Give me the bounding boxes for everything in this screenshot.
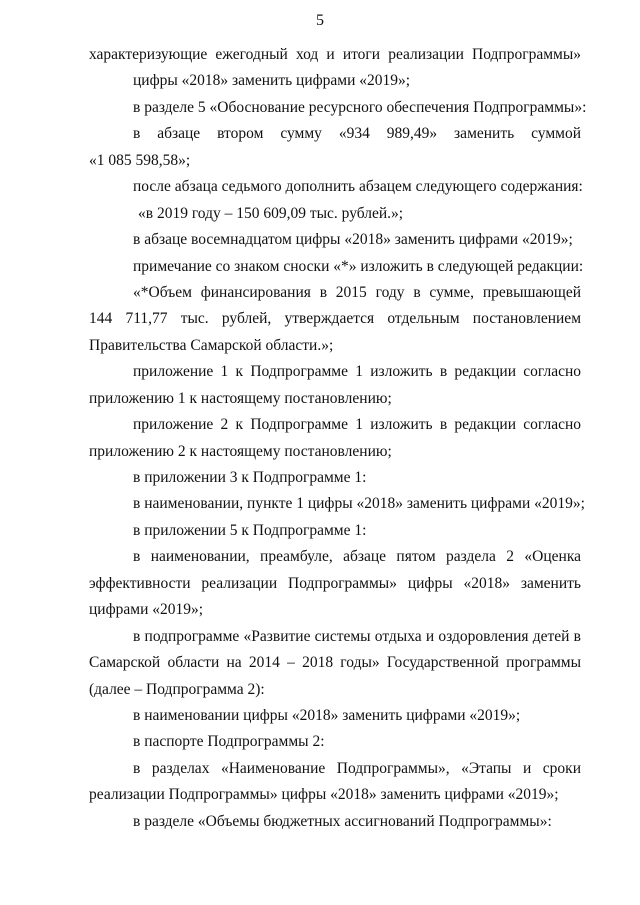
document-body <box>89 45 587 838</box>
text-line: после абзаца седьмого дополнить абзацем следующего содержания: <box>133 178 583 196</box>
page-number: 5 <box>316 12 324 29</box>
text-line: Правительства Самарской области.»; <box>89 336 334 354</box>
text-line: (далее – Подпрограмма 2): <box>89 680 265 698</box>
text-line: в абзаце восемнадцатом цифры «2018» заменить цифрами «2019»; <box>133 231 573 249</box>
text-line: в разделах «Наименование Подпрограммы», «Этапы и сроки <box>133 759 581 777</box>
text-line: в приложении 5 к Подпрограмме 1: <box>133 521 367 539</box>
text-line: 144 711,77 тыс. рублей, утверждается отдельным постановлением <box>89 310 581 328</box>
text-line: «в 2019 году – 150 609,09 тыс. рублей.»; <box>138 204 404 222</box>
text-line: примечание со знаком сноски «*» изложить в следующей редакции: <box>133 257 584 275</box>
text-line: в наименовании цифры «2018» заменить цифрами «2019»; <box>133 706 521 724</box>
text-line: в разделе 5 «Обоснование ресурсного обеспечения Подпрограммы»: <box>133 98 587 116</box>
text-line: Самарской области на 2014 – 2018 годы» Государственной программы <box>89 654 581 672</box>
text-line: реализации Подпрограммы» цифры «2018» заменить цифрами «2019»; <box>89 786 559 804</box>
text-line: приложению 2 к настоящему постановлению; <box>89 442 392 460</box>
text-line: в приложении 3 к Подпрограмме 1: <box>133 469 367 486</box>
text-line: «*Объем финансирования в 2015 году в сумме, превышающей <box>133 283 581 301</box>
text-line: в подпрограмме «Развитие системы отдыха и оздоровления детей в <box>133 627 581 645</box>
text-line: характеризующие ежегодный ход и итоги реализации Подпрограммы» <box>89 46 581 63</box>
text-line: цифры «2018» заменить цифрами «2019»; <box>133 72 411 90</box>
text-line: в наименовании, пункте 1 цифры «2018» заменить цифрами «2019»; <box>133 495 585 513</box>
text-line: в наименовании, преамбуле, абзаце пятом раздела 2 «Оценка <box>133 548 581 566</box>
text-line: приложение 2 к Подпрограмме 1 изложить в редакции согласно <box>133 416 581 434</box>
text-line: цифрами «2019»; <box>89 601 204 619</box>
text-line: в разделе «Объемы бюджетных ассигнований Подпрограммы»: <box>133 812 552 830</box>
text-line: в паспорте Подпрограммы 2: <box>133 733 325 751</box>
text-line: эффективности реализации Подпрограммы» цифры «2018» заменить <box>89 574 581 592</box>
text-line: «1 085 598,58»; <box>89 151 191 169</box>
text-line: приложение 1 к Подпрограмме 1 изложить в редакции согласно <box>133 363 581 381</box>
text-line: в абзаце втором сумму «934 989,49» заменить суммой <box>133 125 581 143</box>
text-line: приложению 1 к настоящему постановлению; <box>89 389 392 407</box>
